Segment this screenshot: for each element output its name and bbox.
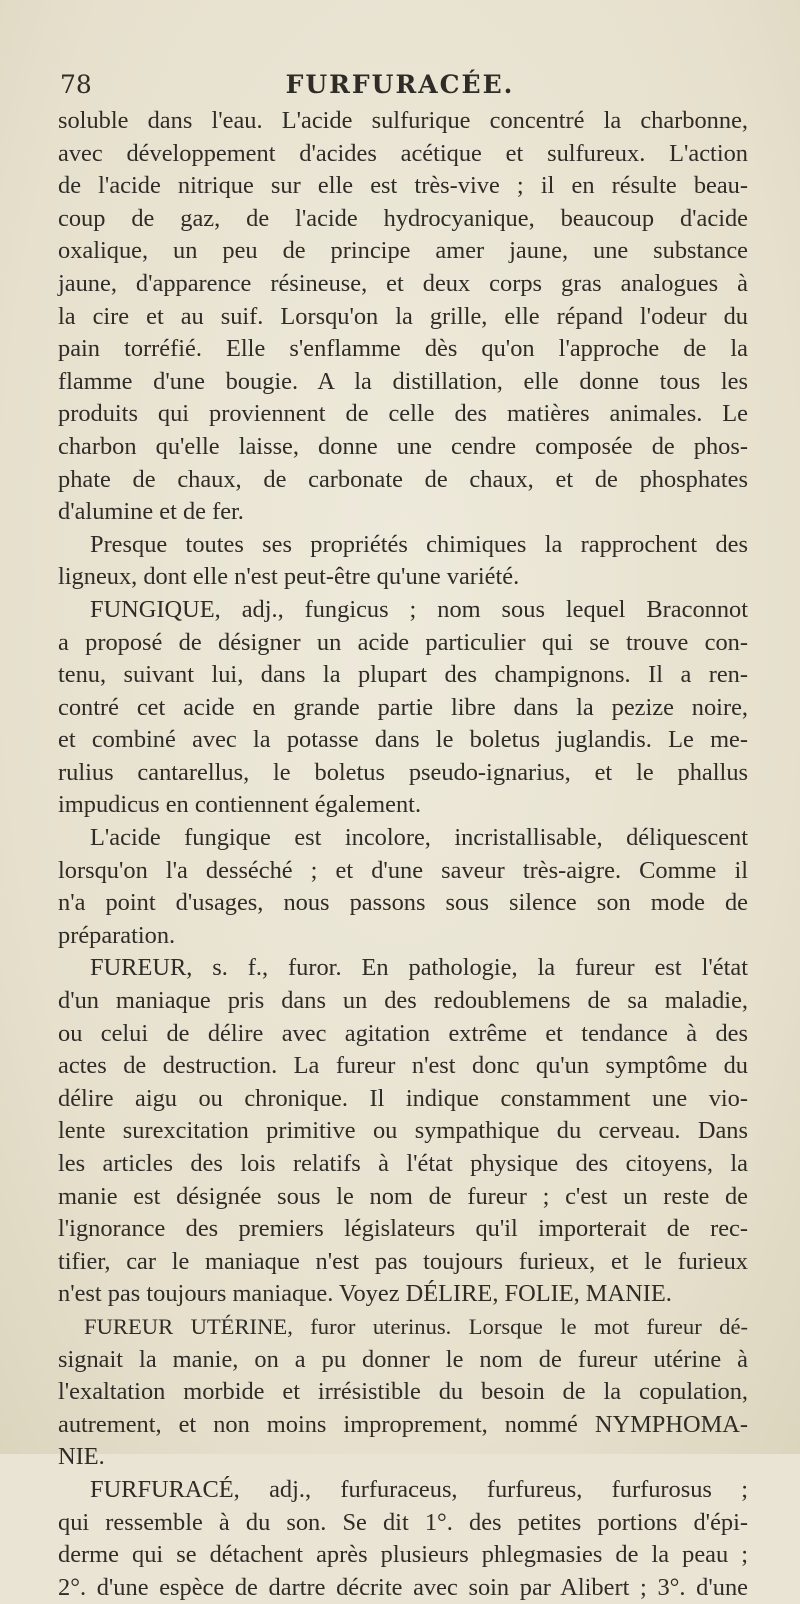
entry-line-fureur: FUREUR, s. f., furor. En pathologie, la fureur est l'état	[90, 954, 748, 982]
body-text	[58, 105, 748, 1604]
text-line: tenu, suivant lui, dans la plupart des champignons. Il a ren-	[58, 661, 748, 689]
text-line: manie est désignée sous le nom de fureur ; c'est un reste de	[58, 1182, 748, 1210]
text-line: n'est pas toujours maniaque. Voyez DÉLIRE, FOLIE, MANIE.	[58, 1280, 672, 1308]
text-line: Presque toutes ses propriétés chimiques la rapprochent des	[90, 530, 748, 558]
text-line: les articles des lois relatifs à l'état physique des citoyens, la	[58, 1150, 748, 1177]
text-line: contré cet acide en grande partie libre dans la pezize noire,	[58, 693, 748, 721]
text-line: rulius cantarellus, le boletus pseudo-ignarius, et le phallus	[58, 758, 748, 786]
text-line: flamme d'une bougie. A la distillation, elle donne tous les	[58, 367, 748, 395]
text-line: oxalique, un peu de principe amer jaune, une substance	[58, 237, 748, 265]
running-head: FURFURACÉE.	[285, 70, 515, 99]
page-header	[60, 70, 740, 104]
text-line: derme qui se détachent après plusieurs phlegmasies de la peau ;	[58, 1541, 748, 1569]
text-line: ligneux, dont elle n'est peut-être qu'une variété.	[58, 563, 520, 591]
text-line: jaune, d'apparence résineuse, et deux corps gras analogues à	[58, 269, 748, 297]
text-line: L'acide fungique est incolore, incristallisable, déliquescent	[90, 824, 748, 852]
text-line: d'un maniaque pris dans un des redoublemens de sa maladie,	[58, 987, 748, 1015]
text-line: de l'acide nitrique sur elle est très-vive ; il en résulte beau-	[58, 172, 748, 200]
text-line: et combiné avec la potasse dans le boletus juglandis. Le me-	[58, 726, 748, 754]
page-number: 78	[60, 70, 92, 99]
text-line: phate de chaux, de carbonate de chaux, et de phosphates	[58, 465, 748, 493]
text-line: a proposé de désigner un acide particulier qui se trouve con-	[58, 628, 748, 656]
text-line: délire aigu ou chronique. Il indique constamment une vio-	[58, 1084, 748, 1112]
text-line: pain torréfié. Elle s'enflamme dès qu'on l'approche de la	[58, 335, 748, 363]
text-line: actes de destruction. La fureur n'est donc qu'un symptôme du	[58, 1052, 748, 1080]
text-line: lente surexcitation primitive ou sympathique du cerveau. Dans	[58, 1117, 748, 1145]
text-line: NIE.	[58, 1443, 105, 1471]
text-line: impudicus en contiennent également.	[58, 791, 422, 819]
text-line: l'ignorance des premiers législateurs qu'il importerait de rec-	[58, 1215, 748, 1243]
text-line: autrement, et non moins improprement, nommé NYMPHOMA-	[58, 1410, 748, 1438]
text-line: qui ressemble à du son. Se dit 1°. des petites portions d'épi-	[58, 1508, 748, 1536]
text-line: charbon qu'elle laisse, donne une cendre composée de phos-	[58, 432, 748, 460]
text-line: la cire et au suif. Lorsqu'on la grille, elle répand l'odeur du	[58, 302, 748, 330]
text-line: l'exaltation morbide et irrésistible du besoin de la copulation,	[58, 1378, 748, 1406]
text-line: produits qui proviennent de celle des matières animales. Le	[58, 400, 748, 428]
text-line: 2°. d'une espèce de dartre décrite avec soin par Alibert ; 3°. d'une	[58, 1573, 748, 1601]
text-line: lorsqu'on l'a desséché ; et d'une saveur très-aigre. Comme il	[58, 856, 748, 884]
text-line: préparation.	[58, 921, 176, 949]
entry-line-fungique: FUNGIQUE, adj., fungicus ; nom sous lequel Braconnot	[90, 595, 748, 623]
text-line: n'a point d'usages, nous passons sous silence son mode de	[58, 889, 748, 917]
entry-line-fureur-uterine: FUREUR UTÉRINE, furor uterinus. Lorsque le mot fureur dé-	[84, 1313, 748, 1339]
text-line: avec développement d'acides acétique et sulfureux. L'action	[58, 139, 748, 167]
text-line: soluble dans l'eau. L'acide sulfurique concentré la charbonne,	[58, 107, 748, 134]
text-line: tifier, car le maniaque n'est pas toujours furieux, et le furieux	[58, 1247, 748, 1275]
text-line: ou celui de délire avec agitation extrême et tendance à des	[58, 1019, 748, 1047]
text-line: signait la manie, on a pu donner le nom de fureur utérine à	[58, 1345, 748, 1373]
text-line: coup de gaz, de l'acide hydrocyanique, beaucoup d'acide	[58, 204, 748, 232]
entry-line-furfurace: FURFURACÉ, adj., furfuraceus, furfureus, furfurosus ;	[90, 1475, 748, 1503]
text-line: d'alumine et de fer.	[58, 498, 244, 526]
